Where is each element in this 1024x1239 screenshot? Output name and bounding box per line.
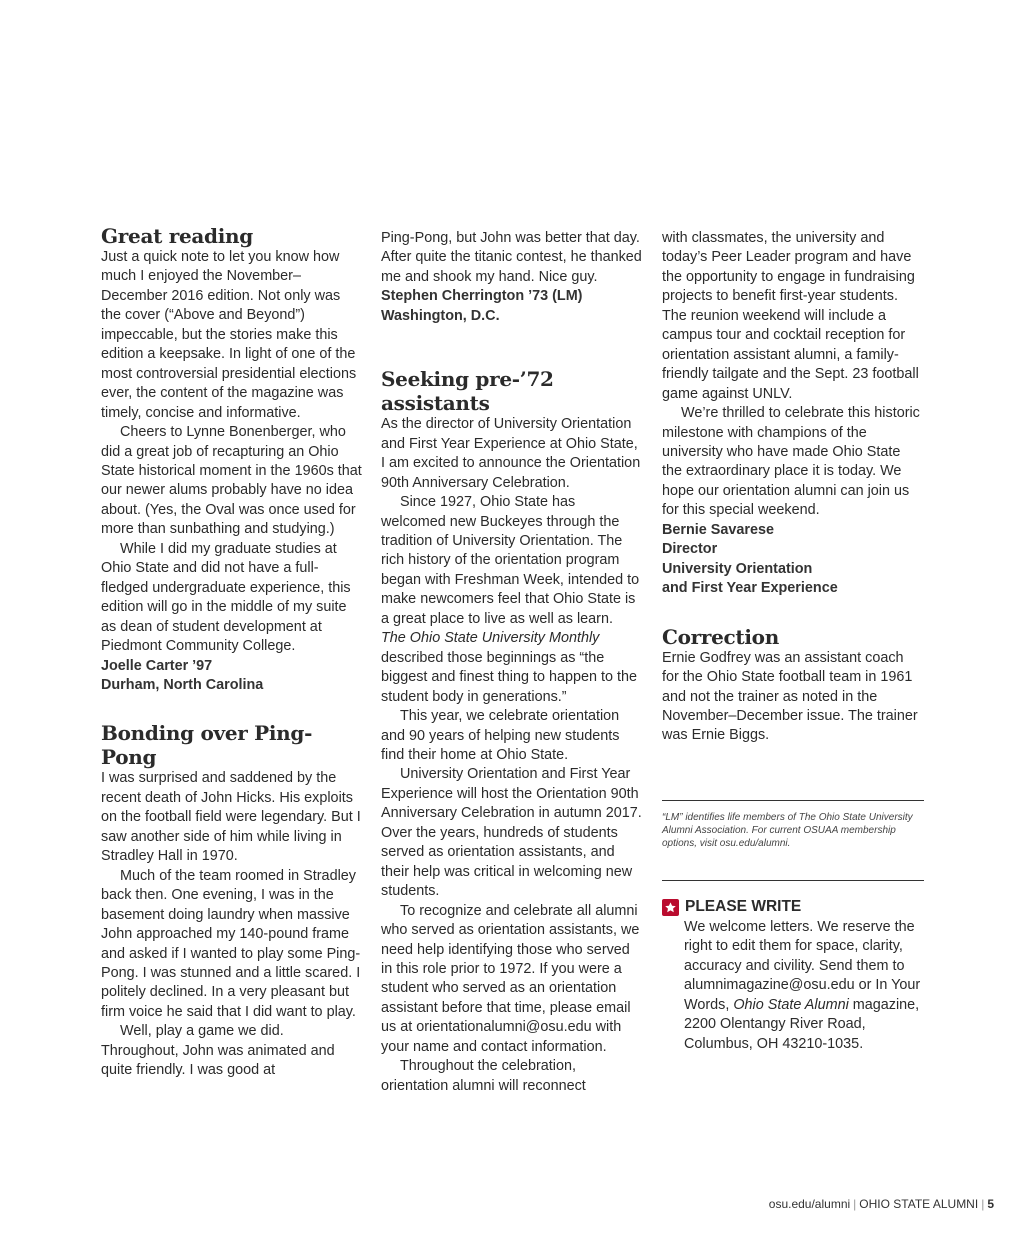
please-write-body <box>684 918 928 1054</box>
letter-paragraph: Cheers to Lynne Bonenberger, who did a great job of recapturing an Ohio State historical moment in the 1960s that our newer alums probably have no idea about. (Yes, the Oval was once used for more than sunbathing and studying.) <box>101 424 362 538</box>
letter-paragraph: Much of the team roomed in Stradley back then. One evening, I was in the basement doing laundry when massive John approached my 140-pound frame and asked if I wanted to play some Ping-Pong. I was stunned and a little scared. I politely declined. In a very pleasant but firm voice he said that I did want to play. <box>101 867 361 1020</box>
signature-name: Stephen Cherrington ’73 (LM) <box>381 288 583 305</box>
column-3 <box>662 224 924 746</box>
letter-paragraph: Since 1927, Ohio State has welcomed new Buckeyes through the tradition of University Orientation. The rich history of the orientation program began with Freshman Week, intended to make newcomers feel that Ohio State is a great place to live as well as learn. <box>381 494 640 627</box>
correction-paragraph: Ernie Godfrey was an assistant coach for the Ohio State football team in 1961 and not the trainer as noted in the November–December issue. The trainer was Ernie Biggs. <box>662 649 918 744</box>
signature-title: Director <box>662 541 718 558</box>
column-2 <box>381 224 643 1096</box>
signature-location: Washington, D.C. <box>381 307 500 324</box>
letter-paragraph: Throughout the celebration, orientation alumni will reconnect <box>381 1058 586 1094</box>
divider <box>662 800 924 801</box>
letter-paragraph: I was surprised and saddened by the recent death of John Hicks. His exploits on the football field were legendary. But I saw another side of him while living in Stradley Hall in 1970. <box>101 770 361 865</box>
letter-paragraph: While I did my graduate studies at Ohio State and did not have a full-fledged undergraduate experience, this edition will go in the middle of my suite as dean of student development at Piedmont Community College. <box>101 540 351 655</box>
signature-location: Durham, North Carolina <box>101 676 264 693</box>
letter-paragraph: To recognize and celebrate all alumni who served as orientation assistants, we need help identifying those who served in this role prior to 1972. If you were a student who served as an orientation assistant before that time, please email us at orientationalumni@osu.edu with your name and contact information. <box>381 902 640 1055</box>
letter-paragraph: As the director of University Orientation and First Year Experience at Ohio State, I am excited to announce the Orientation 90th Anniversary Celebration. <box>381 416 641 491</box>
heading-bonding-over-ping-pong: Bonding over Ping-Pong <box>101 721 313 770</box>
letter-paragraph: This year, we celebrate orientation and 90 years of helping new students find their home at Ohio State. <box>381 708 620 763</box>
signature-name: Bernie Savarese <box>662 521 775 538</box>
footer-separator: | <box>981 1197 985 1211</box>
divider <box>662 880 924 881</box>
letter-paragraph: Just a quick note to let you know how much I enjoyed the November–December 2016 edition. Not only was the cover (“Above and Beyond”) impeccable, but the stories make this edition a keepsake. In light of one of the most controversial presidential elections ever, the content of the magazine was timely, concise and informative. <box>101 249 357 421</box>
footer-separator: | <box>853 1197 857 1211</box>
page-number: 5 <box>987 1197 994 1211</box>
letter-paragraph: University Orientation and First Year Experience will host the Orientation 90th Anniversary Celebration in autumn 2017. Over the years, hundreds of students served as orientation assistants, and their help was critical in welcoming new students. <box>381 766 642 900</box>
please-write-heading <box>662 897 924 917</box>
please-write-title: PLEASE WRITE <box>685 898 802 915</box>
please-write-text: magazine, 2200 Olentangy River Road, Columbus, OH 43210-1035. <box>684 996 920 1052</box>
heading-seeking-assistants: Seeking pre-’72 assistants <box>381 367 554 416</box>
letter-paragraph: Well, play a game we did. Throughout, John was animated and quite friendly. I was good at <box>101 1023 335 1079</box>
publication-title: The Ohio State University Monthly <box>381 630 600 647</box>
page-footer <box>769 1197 994 1211</box>
letter-paragraph: Ping-Pong, but John was better that day. After quite the titanic contest, he thanked me and shook my hand. Nice guy. <box>381 230 642 285</box>
star-icon <box>662 899 679 916</box>
signature-department: University Orientation <box>662 560 813 577</box>
letter-paragraph <box>381 629 643 707</box>
please-write-paragraph <box>684 918 928 1054</box>
paragraph-tail: described those beginnings as “the biggest and finest thing to happen to the student body in generations.” <box>381 649 638 705</box>
letter-paragraph: with classmates, the university and today’s Peer Leader program and have the opportunity to engage in fundraising projects to benefit first-year students. The reunion weekend will include a campus tour and cocktail reception for orientation assistant alumni, a family-friendly tailgate and the Sept. 23 football game against UNLV. <box>662 230 919 402</box>
column-1 <box>101 224 363 1081</box>
letter-paragraph: We’re thrilled to celebrate this historic milestone with champions of the university who have made Ohio State the extraordinary place it is today. We hope our orientation alumni can join us for this special weekend. <box>662 405 920 519</box>
signature-name: Joelle Carter ’97 <box>101 657 213 674</box>
signature-department: and First Year Experience <box>662 580 838 597</box>
magazine-name: Ohio State Alumni <box>733 996 849 1013</box>
footer-url: osu.edu/alumni <box>768 1197 851 1211</box>
please-write-text: We welcome letters. We reserve the right to edit them for space, clarity, accuracy and civility. Send them to alumnimagazine@osu.edu or In Your Words, <box>684 919 921 1013</box>
footer-magazine: OHIO STATE ALUMNI <box>859 1197 979 1211</box>
heading-great-reading: Great reading <box>101 224 253 248</box>
heading-correction: Correction <box>662 624 779 649</box>
lm-note: “LM” identifies life members of The Ohio State University Alumni Association. For current OSUAA membership options, visit osu.edu/alumni. <box>662 812 913 849</box>
